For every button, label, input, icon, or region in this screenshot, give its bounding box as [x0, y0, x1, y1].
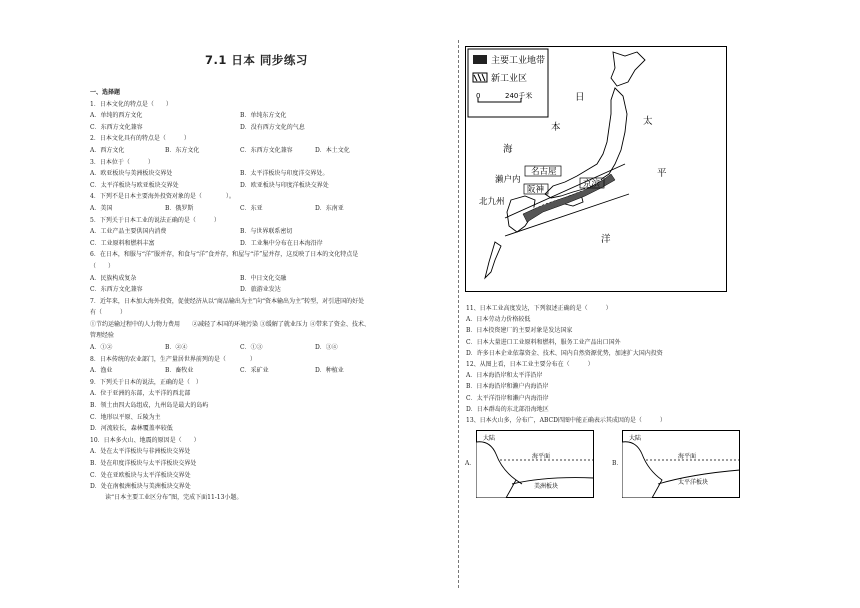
map-label-nagoya: 名古屋: [531, 167, 557, 177]
map-instruction: 读“日本主要工业区分布”图，完成下面11-13小题。: [105, 494, 243, 501]
question-line: B．日本海沿岸和濑户内海沿岸: [466, 383, 549, 391]
page-title: 7.1 日本 同步练习: [205, 53, 308, 67]
questions-right-column: [466, 303, 766, 426]
diagram-b-sea-level: 海平面: [678, 453, 697, 460]
question-line: [90, 307, 455, 319]
line-text: ①节约运输过程中的人力物力费用 ②减轻了本国的环境污染 ③缓解了就业压力 ④带来了资金、技术、: [90, 320, 370, 328]
option-a-or-c: A．工业产品主要供国内消费: [90, 228, 167, 236]
question-line: [90, 157, 455, 169]
line-text: B．处在印度洋板块与太平洋板块交界处: [90, 460, 197, 467]
map-label-ben: 本: [551, 122, 561, 133]
question-line: A．日本劳动力价格较低: [466, 316, 531, 324]
scale-distance: 240千米: [505, 92, 533, 100]
question-line: [90, 261, 455, 273]
line-text: 管理经验: [90, 332, 115, 340]
diagram-a-plate: 美洲板块: [534, 483, 559, 490]
question-line: [90, 191, 455, 203]
question-line: [90, 122, 455, 134]
option: C．东亚: [240, 204, 263, 212]
question-line: C．日本大量进口工业原料和燃料，服务工业产品出口国外: [466, 338, 621, 346]
question-line: 12、从图上看，日本工业主要分布在（ ）: [466, 361, 594, 369]
question-line: [90, 145, 455, 157]
question-line: D．许多日本企业依靠资金、技术、国内自然资源优势，加速扩大国内投资: [466, 349, 663, 357]
question-line: 13、日本火山多，分布广，ABCD四图中能正确表示其成因的是（ ）: [466, 417, 666, 425]
question-line: 11、日本工业高度发达，下列叙述正确的是（ ）: [466, 305, 612, 312]
question-line: B．日本投资建厂的主要对象是发达国家: [466, 327, 573, 335]
question-line: [90, 249, 455, 261]
option-b-or-d: D．工业集中分布在日本海沿岸: [240, 239, 323, 247]
question-line: [90, 203, 455, 215]
option: B．②④: [165, 344, 188, 352]
question-line: [90, 458, 455, 470]
line-text: 有（ ）: [90, 309, 127, 317]
map-label-kitakyushu: 北九州: [479, 197, 505, 207]
legend-industrial-label: 主要工业地带: [491, 56, 546, 66]
option-a-or-c: A．单纯的西方文化: [90, 112, 143, 120]
question-line: [90, 423, 455, 435]
question-line: [90, 238, 455, 250]
diagram-a-label: A．: [465, 460, 476, 467]
question-line: [90, 180, 455, 192]
option-b-or-d: B．中日文化交融: [240, 274, 287, 282]
option: A．西方文化: [90, 146, 125, 154]
line-text: D．处在南极洲板块与美洲板块交界处: [90, 483, 191, 491]
question-line: [90, 99, 455, 111]
option-b-or-d: D．旅游业发达: [240, 286, 281, 294]
question-line: [90, 168, 455, 180]
line-text: B．领土由四大岛组成，九州岛是最大的岛屿: [90, 402, 209, 410]
option-a-or-c: A．欧亚板块与美洲板块交界处: [90, 170, 173, 178]
map-label-keihin: 京滨: [583, 179, 601, 189]
line-text: A．位于亚洲的东部，太平洋的西北部: [90, 390, 191, 398]
option-a-or-c: C．东西方文化兼容: [90, 123, 143, 131]
option-b-or-d: B．太平洋板块与印度洋交界处。: [240, 170, 329, 178]
map-label-hai: 海: [503, 144, 513, 155]
question-line: [90, 330, 455, 342]
option-a-or-c: C．工业原料和燃料丰富: [90, 239, 155, 247]
line-text: 一、选择题: [90, 89, 121, 96]
diagram-a-continent: 大陆: [483, 435, 496, 442]
scale-zero: 0: [476, 92, 481, 100]
map-label-hanshin: 阪神: [527, 185, 545, 195]
line-text: 10．日本多火山、地震的原因是（ ）: [90, 436, 200, 444]
option-b-or-d: B．单纯东方文化: [240, 112, 287, 120]
option-a-or-c: A．民族构成复杂: [90, 274, 137, 282]
question-line: [90, 319, 455, 331]
option: D．种植业: [315, 367, 344, 375]
line-text: 8．日本传统的农业部门，生产量居世界前列的是（ ）: [90, 355, 256, 363]
option: B．东方文化: [165, 146, 200, 154]
option: A．渔业: [90, 367, 113, 375]
map-label-ri: 日: [575, 92, 585, 103]
line-text: 3．日本位于（ ）: [90, 158, 154, 166]
question-line: C．太平洋沿岸和濑户内海沿岸: [466, 394, 549, 402]
question-line: [90, 365, 455, 377]
option: C．东西方文化兼容: [240, 146, 293, 154]
japan-industry-map: [465, 46, 727, 292]
questions-left-column: [90, 87, 455, 493]
question-line: [90, 215, 455, 227]
question-line: [90, 226, 455, 238]
question-line: [90, 388, 455, 400]
question-line: [90, 412, 455, 424]
question-line: [90, 342, 455, 354]
question-line: [90, 273, 455, 285]
column-divider: [458, 40, 459, 588]
question-line: [90, 133, 455, 145]
option-b-or-d: D．欧亚板块与印度洋板块交界处: [240, 181, 329, 189]
diagram-a-sea-level: 海平面: [532, 453, 551, 460]
question-line: [90, 400, 455, 412]
line-text: 2．日本文化具有的特点是（ ）: [90, 135, 190, 143]
question-line: [90, 296, 455, 308]
line-text: 5．下列关于日本工业的说法正确的是（ ）: [90, 216, 220, 224]
option: D．东南亚: [315, 204, 344, 212]
question-line: [90, 435, 455, 447]
line-text: 6．在日本，和服与“洋”服并存，和食与“洋”食并存，和屋与“洋”屋并存，这反映了日本的文化特点是: [90, 251, 359, 259]
line-text: 4．下列不是日本主要海外投资对象的是（ ）。: [90, 193, 235, 201]
line-text: A．处在太平洋板块与非洲板块交界处: [90, 448, 191, 456]
option: D．本土文化: [315, 146, 350, 154]
line-text: （ ）: [90, 262, 115, 270]
question-line: [90, 446, 455, 458]
question-line: [90, 354, 455, 366]
line-text: C．地形以平原、丘陵为主: [90, 413, 161, 421]
line-text: 1．日本文化的特点是（ ）: [90, 100, 172, 108]
diagram-a: [476, 430, 594, 498]
map-label-setonaikai: 濑户内: [495, 175, 521, 185]
section-heading: [90, 87, 455, 99]
option-a-or-c: C．东西方文化兼容: [90, 286, 143, 294]
question-line: [90, 470, 455, 482]
industrial-belt-swatch: [473, 55, 487, 64]
diagram-b-label: B．: [612, 460, 623, 467]
option: B．俄罗斯: [165, 204, 194, 212]
option: B．畜牧业: [165, 367, 194, 375]
diagram-b-plate: 太平洋板块: [678, 479, 709, 486]
diagram-b: [622, 430, 740, 498]
line-text: C．处在亚欧板块与太平洋板块交界处: [90, 471, 191, 479]
option: D．③④: [315, 344, 338, 352]
map-label-ping: 平: [657, 168, 667, 179]
question-line: D．日本群岛的东北部沿海地区: [466, 405, 549, 413]
line-text: D．河流较长，森林覆盖率较低: [90, 425, 173, 433]
question-line: A．日本海沿岸和太平洋沿岸: [466, 372, 543, 380]
option: C．①③: [240, 344, 263, 352]
option: A．美国: [90, 204, 113, 212]
legend-new-zone-label: 新工业区: [491, 74, 528, 84]
option-b-or-d: D．没有西方文化的气息: [240, 123, 305, 131]
question-line: [90, 110, 455, 122]
option-a-or-c: C．太平洋板块与欧亚板块交界处: [90, 181, 179, 189]
diagram-b-continent: 大陆: [629, 435, 642, 442]
map-label-yang: 洋: [601, 234, 611, 245]
option-b-or-d: B．与世界联系密切: [240, 228, 293, 236]
line-text: 7．近年来，日本加大海外投资，促使经济从以“商品输出为主”向“资本输出为主”转型，对引进国的好处: [90, 297, 365, 305]
line-text: 9．下列关于日本的说法，正确的是（ ）: [90, 378, 202, 386]
question-line: [90, 377, 455, 389]
option: C．采矿业: [240, 367, 269, 375]
option: A．①②: [90, 344, 113, 352]
question-line: [90, 284, 455, 296]
map-label-tai: 太: [643, 116, 653, 127]
